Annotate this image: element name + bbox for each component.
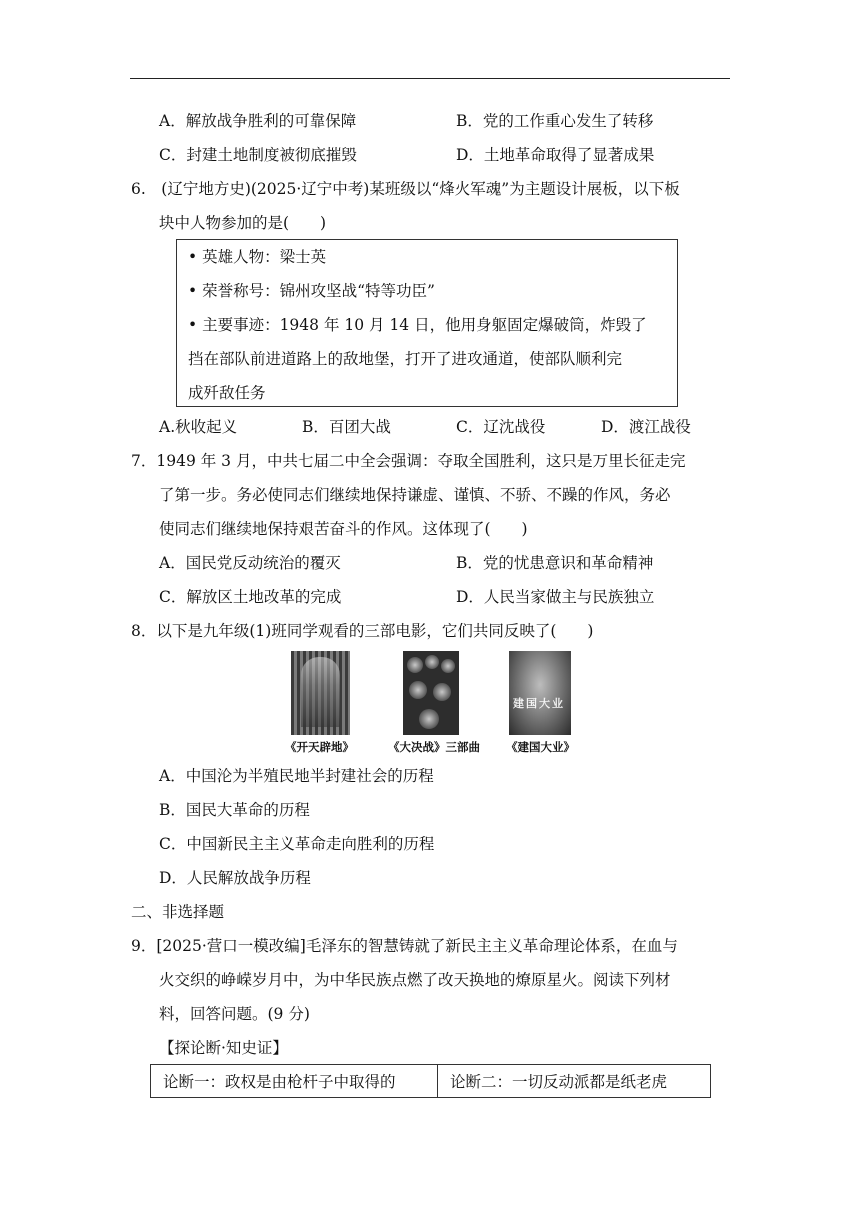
q7-option-a: A．国民党反动统治的覆灭 xyxy=(159,554,341,572)
q7-option-c: C．解放区土地改革的完成 xyxy=(159,588,342,606)
q8-option-b: B．国民大革命的历程 xyxy=(159,801,310,819)
q6-option-b: B．百团大战 xyxy=(302,418,391,436)
q6-option-c: C．辽沈战役 xyxy=(456,418,546,436)
q9-table-cell: 论断一：政权是由枪杆子中取得的 xyxy=(151,1065,438,1098)
q6-box-line: 成歼敌任务 xyxy=(188,384,266,402)
q6-stem-line2: 块中人物参加的是( ) xyxy=(159,214,327,232)
movie-poster-dajuezhan xyxy=(403,651,459,735)
poster-caption: 《开天辟地》 xyxy=(285,740,354,754)
poster-caption: 《建国大业》 xyxy=(506,740,575,754)
q6-option-d: D．渡江战役 xyxy=(601,418,691,436)
q5-option-c: C．封建土地制度被彻底摧毁 xyxy=(159,146,357,164)
q9-stem-line: 9．[2025·营口一模改编]毛泽东的智慧铸就了新民主主义革命理论体系，在血与 xyxy=(131,937,678,955)
q6-box-line: • 荣誉称号：锦州攻坚战“特等功臣” xyxy=(188,282,435,300)
q8-stem: 8．以下是九年级(1)班同学观看的三部电影，它们共同反映了( ) xyxy=(131,622,594,640)
q8-option-a: A．中国沦为半殖民地半封建社会的历程 xyxy=(159,767,434,785)
q5-option-a: A．解放战争胜利的可靠保障 xyxy=(159,112,357,130)
poster-title: 建国大业 xyxy=(513,697,565,710)
q7-stem-line: 使同志们继续地保持艰苦奋斗的作风。这体现了( ) xyxy=(159,520,528,538)
q6-option-a: A.秋收起义 xyxy=(159,418,238,436)
q6-box-line: • 主要事迹：1948 年 10 月 14 日，他用身躯固定爆破筒，炸毁了 xyxy=(188,316,647,334)
q5-option-b: B．党的工作重心发生了转移 xyxy=(456,112,654,130)
q9-table-cell: 论断二：一切反动派都是纸老虎 xyxy=(438,1065,711,1098)
q7-stem-line: 了第一步。务必使同志们继续地保持谦虚、谨慎、不骄、不躁的作风，务必 xyxy=(159,486,671,504)
q6-stem-line1: 6. (辽宁地方史)(2025·辽宁中考)某班级以“烽火军魂”为主题设计展板，以下板 xyxy=(131,180,680,198)
q7-stem-line: 7．1949 年 3 月，中共七届二中全会强调：夺取全国胜利，这只是万里长征走完 xyxy=(131,452,686,470)
movie-poster-kaitianpidi xyxy=(291,651,350,735)
q7-option-d: D．人民当家做主与民族独立 xyxy=(456,588,655,606)
q5-option-d: D．土地革命取得了显著成果 xyxy=(456,146,655,164)
q8-option-c: C．中国新民主主义革命走向胜利的历程 xyxy=(159,835,435,853)
q9-table xyxy=(150,1064,711,1098)
q8-option-d: D．人民解放战争历程 xyxy=(159,869,311,887)
q9-stem-line: 料，回答问题。(9 分) xyxy=(159,1005,310,1023)
q9-subheading: 【探论断·知史证】 xyxy=(159,1039,288,1057)
q6-box-line: • 英雄人物：梁士英 xyxy=(188,248,327,266)
q9-stem-line: 火交织的峥嵘岁月中，为中华民族点燃了改天换地的燎原星火。阅读下列材 xyxy=(159,971,671,989)
section-title: 二、非选择题 xyxy=(131,903,225,921)
q6-info-box xyxy=(176,239,678,407)
header-rule xyxy=(130,78,730,79)
movie-poster-jianguodaye xyxy=(509,651,571,735)
q6-box-line: 挡在部队前进道路上的敌地堡，打开了进攻通道，使部队顺利完 xyxy=(188,350,623,368)
poster-caption: 《大决战》三部曲 xyxy=(388,740,480,754)
q7-option-b: B．党的忧患意识和革命精神 xyxy=(456,554,654,572)
